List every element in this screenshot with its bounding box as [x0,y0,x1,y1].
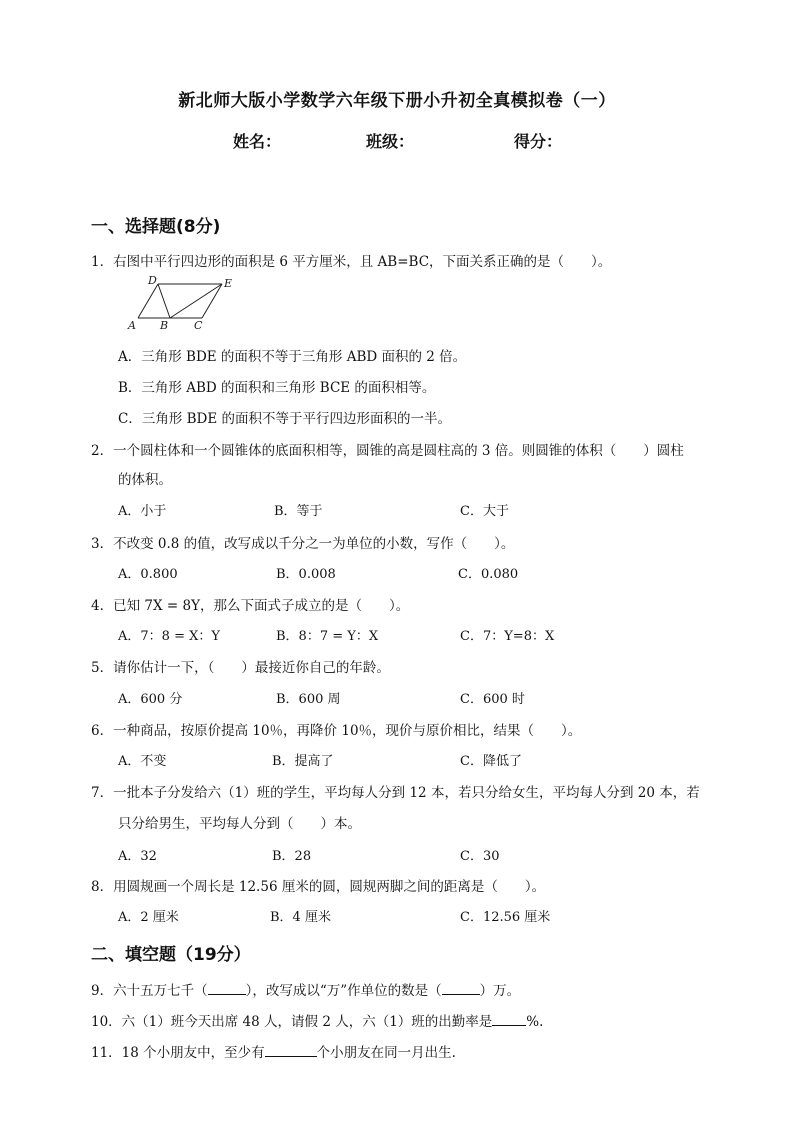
question-3-option-b: B．0.008 [276,567,336,582]
question-9-part1: 9．六十五万七千（ [91,983,208,999]
question-4-option-a: A．7：8 = X：Y [118,629,220,644]
question-1-option-a: A．三角形 BDE 的面积不等于三角形 ABD 面积的 2 倍。 [118,349,467,365]
question-5-text: 5．请你估计一下，（ ）最接近你自己的年龄。 [91,660,390,676]
question-6-option-a: A．不变 [118,754,167,769]
question-8-text: 8．用圆规画一个周长是 12.56 厘米的圆，圆规两脚之间的距离是（ ）。 [91,879,546,895]
figure-side-ce [202,284,222,318]
question-1-option-c: C．三角形 BDE 的面积不等于平行四边形面积的一半。 [118,411,452,427]
question-6-text: 6．一种商品，按原价提高 10％，再降价 10％，现价与原价相比，结果（ ）。 [91,723,582,739]
question-2-option-b: B．等于 [274,504,323,519]
question-1-option-b: B．三角形 ABD 的面积和三角形 BCE 的面积相等。 [118,380,436,396]
figure-label-e: E [224,277,233,290]
question-7-option-b: B．28 [272,849,312,864]
question-7-option-a: A．32 [118,849,157,864]
question-9-part2: ），改写成以“万”作单位的数是（ [245,983,442,999]
figure-line-db [158,284,170,318]
question-8-option-b: B．4 厘米 [270,910,331,925]
question-7-text-line1: 7．一批本子分发给六（1）班的学生，平均每人分到 12 本，若只分给女生，平均每人分到 20 本，若 [91,785,700,801]
class-label: 班级： [366,132,415,151]
question-11-part2: 个小朋友在同一月出生. [316,1045,456,1061]
question-9-part3: ）万。 [479,983,521,999]
figure-label-d: D [148,276,157,287]
figure-line-be [170,284,222,318]
question-4-option-c: C．7：Y=8：X [460,629,555,644]
question-1-text: 1．右图中平行四边形的面积是 6 平方厘米，且 AB=BC，下面关系正确的是（ ）。 [91,254,612,270]
question-10 [91,1010,543,1030]
question-9-blank-2[interactable] [442,982,480,995]
question-7-text-line2: 只分给男生，平均每人分到（ ）本。 [118,816,361,832]
question-6-option-b: B．提高了 [272,754,334,769]
question-5-option-a: A．600 分 [118,692,183,707]
question-8-option-c: C．12.56 厘米 [460,910,551,925]
question-11-part1: 11．18 个小朋友中，至少有 [91,1045,265,1061]
question-3-option-a: A．0.800 [118,567,178,582]
score-label: 得分： [514,132,563,151]
question-10-part2: %. [526,1014,544,1030]
question-10-part1: 10．六（1）班今天出席 48 人，请假 2 人，六（1）班的出勤率是 [91,1014,493,1030]
question-7-option-c: C．30 [460,849,500,864]
question-10-blank[interactable] [492,1013,526,1026]
question-6-option-c: C．降低了 [460,754,522,769]
question-2-option-c: C．大于 [460,504,509,519]
name-label: 姓名： [233,132,282,151]
figure-label-b: B [160,319,169,332]
question-4-text: 4．已知 7X = 8Y，那么下面式子成立的是（ ）。 [91,598,410,614]
section-heading-choice: 一、选择题(8分) [91,217,221,237]
question-3-text: 3．不改变 0.8 的值，改写成以千分之一为单位的小数，写作（ ）。 [91,536,515,552]
page-title: 新北师大版小学数学六年级下册小升初全真模拟卷（一） [178,91,616,111]
question-4-option-b: B．8：7 = Y：X [276,629,379,644]
parallelogram-figure [126,276,236,332]
figure-label-c: C [194,319,203,332]
question-3-option-c: C．0.080 [458,567,519,582]
question-2-text-line2: 的体积。 [118,472,172,488]
question-5-option-b: B．600 周 [276,692,341,707]
figure-side-ad [138,284,158,318]
question-8-option-a: A．2 厘米 [118,910,179,925]
question-2-text-line1: 2．一个圆柱体和一个圆锥体的底面积相等，圆锥的高是圆柱高的 3 倍。则圆锥的体积（ ）圆柱 [91,443,684,459]
figure-label-a: A [128,319,136,332]
question-9-blank-1[interactable] [208,982,246,995]
section-heading-fill: 二、填空题（19分） [91,945,251,965]
question-2-option-a: A．小于 [118,504,167,519]
question-11 [91,1041,456,1061]
question-9 [91,979,520,999]
question-5-option-c: C．600 时 [460,692,525,707]
question-11-blank[interactable] [265,1044,317,1057]
